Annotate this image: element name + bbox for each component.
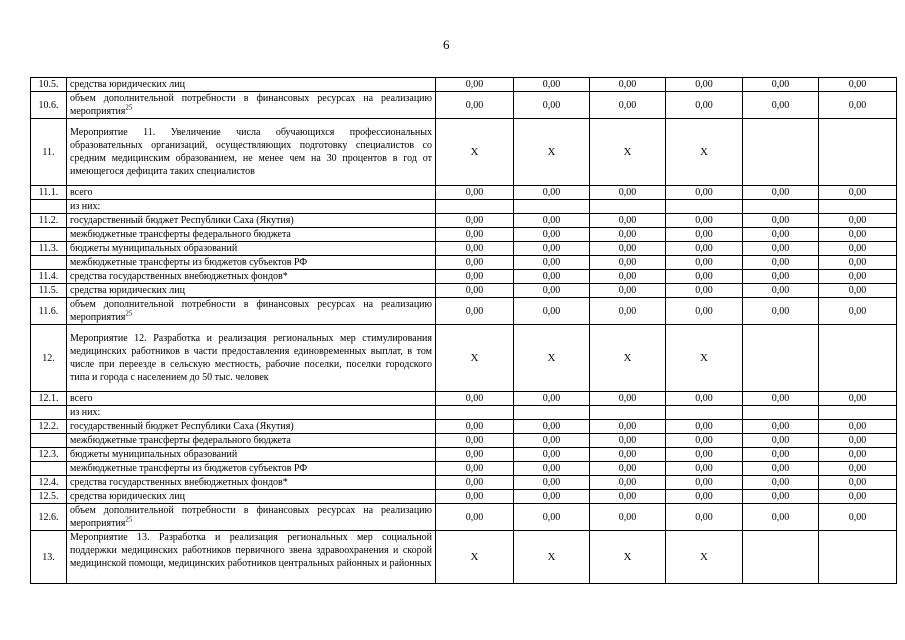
value-cell: 0,00 xyxy=(819,214,897,228)
value-cell: 0,00 xyxy=(590,78,666,92)
mark-cell: X xyxy=(666,531,743,584)
value-cell: 0,00 xyxy=(819,490,897,504)
value-cell: 0,00 xyxy=(666,284,743,298)
value-cell: 0,00 xyxy=(743,214,819,228)
table-row xyxy=(31,186,897,200)
value-cell: 0,00 xyxy=(436,504,514,531)
value-cell: 0,00 xyxy=(666,434,743,448)
mark-cell xyxy=(819,325,897,392)
value-cell xyxy=(819,200,897,214)
row-label: межбюджетные трансферты из бюджетов субъектов РФ xyxy=(67,256,436,270)
value-cell: 0,00 xyxy=(743,284,819,298)
table-row xyxy=(31,462,897,476)
page-number: 6 xyxy=(443,37,450,52)
row-label: всего xyxy=(67,392,436,406)
value-cell: 0,00 xyxy=(436,284,514,298)
value-cell: 0,00 xyxy=(819,298,897,325)
value-cell: 0,00 xyxy=(743,92,819,119)
value-cell: 0,00 xyxy=(436,186,514,200)
table-row xyxy=(31,270,897,284)
row-number: 11.1. xyxy=(31,186,67,200)
value-cell: 0,00 xyxy=(514,78,590,92)
value-cell: 0,00 xyxy=(743,420,819,434)
value-cell: 0,00 xyxy=(819,242,897,256)
value-cell: 0,00 xyxy=(666,242,743,256)
value-cell: 0,00 xyxy=(743,228,819,242)
value-cell: 0,00 xyxy=(590,420,666,434)
mark-cell xyxy=(743,325,819,392)
value-cell: 0,00 xyxy=(436,214,514,228)
value-cell: 0,00 xyxy=(590,228,666,242)
value-cell: 0,00 xyxy=(819,270,897,284)
value-cell: 0,00 xyxy=(743,392,819,406)
row-number: 12.4. xyxy=(31,476,67,490)
row-label: Мероприятие 12. Разработка и реализация региональных мер стимулирования медицинских работников в части предоставления единовременных выплат, в том числе при переезде в сельскую местность, рабочие поселки, поселки городского типа и города с населением до 50 тыс. человек xyxy=(67,325,436,392)
mark-cell: X xyxy=(436,325,514,392)
table-row xyxy=(31,256,897,270)
mark-cell: X xyxy=(590,531,666,584)
row-label: из них: xyxy=(67,200,436,214)
mark-cell: X xyxy=(590,325,666,392)
value-cell: 0,00 xyxy=(743,78,819,92)
value-cell: 0,00 xyxy=(514,504,590,531)
value-cell: 0,00 xyxy=(819,448,897,462)
value-cell: 0,00 xyxy=(743,504,819,531)
value-cell: 0,00 xyxy=(436,476,514,490)
value-cell: 0,00 xyxy=(436,242,514,256)
value-cell: 0,00 xyxy=(514,420,590,434)
value-cell xyxy=(666,406,743,420)
row-number: 11.3. xyxy=(31,242,67,256)
value-cell: 0,00 xyxy=(436,490,514,504)
value-cell: 0,00 xyxy=(514,186,590,200)
table-row xyxy=(31,228,897,242)
mark-cell: X xyxy=(436,531,514,584)
value-cell: 0,00 xyxy=(819,504,897,531)
value-cell: 0,00 xyxy=(590,284,666,298)
value-cell: 0,00 xyxy=(590,392,666,406)
row-number: 11. xyxy=(31,119,67,186)
value-cell: 0,00 xyxy=(743,256,819,270)
value-cell: 0,00 xyxy=(666,476,743,490)
value-cell: 0,00 xyxy=(666,78,743,92)
value-cell: 0,00 xyxy=(514,270,590,284)
value-cell: 0,00 xyxy=(666,186,743,200)
value-cell: 0,00 xyxy=(436,228,514,242)
mark-cell: X xyxy=(436,119,514,186)
row-number: 12.1. xyxy=(31,392,67,406)
value-cell: 0,00 xyxy=(819,92,897,119)
footnote-ref: 25 xyxy=(125,515,133,524)
value-cell: 0,00 xyxy=(819,78,897,92)
value-cell: 0,00 xyxy=(514,298,590,325)
value-cell: 0,00 xyxy=(436,392,514,406)
value-cell xyxy=(590,406,666,420)
row-label: бюджеты муниципальных образований xyxy=(67,448,436,462)
value-cell: 0,00 xyxy=(514,92,590,119)
value-cell: 0,00 xyxy=(514,392,590,406)
value-cell: 0,00 xyxy=(436,256,514,270)
row-label: Мероприятие 13. Разработка и реализация региональных мер социальной поддержки медицинских работников первичного звена здравоохранения и скорой медицинской помощи, медицинских работников центральных районных и районных xyxy=(67,531,436,584)
row-label: межбюджетные трансферты из бюджетов субъектов РФ xyxy=(67,462,436,476)
value-cell: 0,00 xyxy=(666,462,743,476)
value-cell: 0,00 xyxy=(590,448,666,462)
table-row xyxy=(31,504,897,531)
row-label: средства юридических лиц xyxy=(67,284,436,298)
footnote-ref: 25 xyxy=(125,103,133,112)
value-cell xyxy=(514,200,590,214)
mark-cell: X xyxy=(514,531,590,584)
value-cell: 0,00 xyxy=(514,462,590,476)
value-cell: 0,00 xyxy=(514,242,590,256)
mark-cell xyxy=(819,119,897,186)
value-cell: 0,00 xyxy=(590,462,666,476)
row-number: 13. xyxy=(31,531,67,584)
value-cell: 0,00 xyxy=(590,504,666,531)
row-number: 12.6. xyxy=(31,504,67,531)
mark-cell: X xyxy=(514,119,590,186)
row-number xyxy=(31,256,67,270)
row-number: 12.5. xyxy=(31,490,67,504)
row-label: межбюджетные трансферты федерального бюджета xyxy=(67,434,436,448)
value-cell: 0,00 xyxy=(819,392,897,406)
value-cell: 0,00 xyxy=(436,298,514,325)
value-cell: 0,00 xyxy=(514,448,590,462)
value-cell: 0,00 xyxy=(743,462,819,476)
value-cell: 0,00 xyxy=(590,214,666,228)
value-cell: 0,00 xyxy=(819,228,897,242)
value-cell: 0,00 xyxy=(743,448,819,462)
footnote-ref: 25 xyxy=(125,309,133,318)
mark-cell: X xyxy=(666,119,743,186)
value-cell: 0,00 xyxy=(514,284,590,298)
table-row xyxy=(31,531,897,584)
value-cell: 0,00 xyxy=(666,504,743,531)
value-cell: 0,00 xyxy=(514,228,590,242)
value-cell: 0,00 xyxy=(819,256,897,270)
row-number: 10.5. xyxy=(31,78,67,92)
value-cell xyxy=(743,200,819,214)
value-cell xyxy=(436,200,514,214)
value-cell: 0,00 xyxy=(590,298,666,325)
row-label: средства государственных внебюджетных фондов* xyxy=(67,476,436,490)
table-row xyxy=(31,325,897,392)
row-number: 10.6. xyxy=(31,92,67,119)
table-row xyxy=(31,284,897,298)
row-label: государственный бюджет Республики Саха (Якутия) xyxy=(67,420,436,434)
value-cell: 0,00 xyxy=(436,270,514,284)
value-cell: 0,00 xyxy=(514,476,590,490)
table-row xyxy=(31,200,897,214)
value-cell: 0,00 xyxy=(590,434,666,448)
row-number xyxy=(31,406,67,420)
table-row xyxy=(31,242,897,256)
value-cell: 0,00 xyxy=(743,270,819,284)
row-number: 11.6. xyxy=(31,298,67,325)
value-cell: 0,00 xyxy=(590,476,666,490)
value-cell: 0,00 xyxy=(590,242,666,256)
mark-cell xyxy=(743,531,819,584)
mark-cell: X xyxy=(666,325,743,392)
row-label: объем дополнительной потребности в финансовых ресурсах на реализацию мероприятия$^{25}$ xyxy=(67,298,436,325)
value-cell: 0,00 xyxy=(436,78,514,92)
value-cell: 0,00 xyxy=(666,228,743,242)
value-cell: 0,00 xyxy=(819,462,897,476)
row-label: из них: xyxy=(67,406,436,420)
table-row xyxy=(31,214,897,228)
value-cell xyxy=(590,200,666,214)
row-label: средства юридических лиц xyxy=(67,490,436,504)
value-cell: 0,00 xyxy=(666,256,743,270)
value-cell: 0,00 xyxy=(666,448,743,462)
row-label: государственный бюджет Республики Саха (Якутия) xyxy=(67,214,436,228)
row-number xyxy=(31,200,67,214)
table-row xyxy=(31,406,897,420)
value-cell: 0,00 xyxy=(819,434,897,448)
value-cell xyxy=(743,406,819,420)
mark-cell: X xyxy=(590,119,666,186)
mark-cell xyxy=(819,531,897,584)
table-row xyxy=(31,434,897,448)
mark-cell: X xyxy=(514,325,590,392)
value-cell: 0,00 xyxy=(666,392,743,406)
row-number: 12.2. xyxy=(31,420,67,434)
row-number xyxy=(31,434,67,448)
table-row xyxy=(31,119,897,186)
value-cell: 0,00 xyxy=(743,298,819,325)
value-cell: 0,00 xyxy=(819,476,897,490)
value-cell: 0,00 xyxy=(666,490,743,504)
value-cell: 0,00 xyxy=(436,448,514,462)
value-cell: 0,00 xyxy=(743,242,819,256)
table-row xyxy=(31,298,897,325)
table-row xyxy=(31,78,897,92)
value-cell xyxy=(514,406,590,420)
value-cell: 0,00 xyxy=(666,92,743,119)
value-cell: 0,00 xyxy=(666,270,743,284)
value-cell: 0,00 xyxy=(590,270,666,284)
row-label: средства юридических лиц xyxy=(67,78,436,92)
value-cell xyxy=(666,200,743,214)
value-cell: 0,00 xyxy=(819,420,897,434)
value-cell: 0,00 xyxy=(743,186,819,200)
value-cell: 0,00 xyxy=(590,490,666,504)
row-number: 11.4. xyxy=(31,270,67,284)
value-cell: 0,00 xyxy=(590,186,666,200)
row-label: объем дополнительной потребности в финансовых ресурсах на реализацию мероприятия$^{25}$ xyxy=(67,504,436,531)
row-number: 11.2. xyxy=(31,214,67,228)
value-cell: 0,00 xyxy=(590,256,666,270)
value-cell: 0,00 xyxy=(666,214,743,228)
value-cell: 0,00 xyxy=(436,420,514,434)
value-cell: 0,00 xyxy=(590,92,666,119)
row-number xyxy=(31,462,67,476)
table-row xyxy=(31,490,897,504)
row-number: 11.5. xyxy=(31,284,67,298)
row-label: объем дополнительной потребности в финансовых ресурсах на реализацию мероприятия$^{25}$ xyxy=(67,92,436,119)
row-number xyxy=(31,228,67,242)
value-cell: 0,00 xyxy=(743,476,819,490)
value-cell: 0,00 xyxy=(436,92,514,119)
value-cell: 0,00 xyxy=(436,434,514,448)
row-label: средства государственных внебюджетных фондов* xyxy=(67,270,436,284)
value-cell: 0,00 xyxy=(514,434,590,448)
value-cell xyxy=(819,406,897,420)
table-row xyxy=(31,476,897,490)
value-cell: 0,00 xyxy=(743,434,819,448)
value-cell: 0,00 xyxy=(436,462,514,476)
value-cell: 0,00 xyxy=(666,420,743,434)
value-cell xyxy=(436,406,514,420)
value-cell: 0,00 xyxy=(514,256,590,270)
row-number: 12.3. xyxy=(31,448,67,462)
row-number: 12. xyxy=(31,325,67,392)
table-row xyxy=(31,92,897,119)
row-label: межбюджетные трансферты федерального бюджета xyxy=(67,228,436,242)
value-cell: 0,00 xyxy=(514,490,590,504)
value-cell: 0,00 xyxy=(819,186,897,200)
value-cell: 0,00 xyxy=(819,284,897,298)
value-cell: 0,00 xyxy=(514,214,590,228)
row-label: бюджеты муниципальных образований xyxy=(67,242,436,256)
table-row xyxy=(31,392,897,406)
mark-cell xyxy=(743,119,819,186)
table-row xyxy=(31,420,897,434)
value-cell: 0,00 xyxy=(743,490,819,504)
table-row xyxy=(31,448,897,462)
row-label: всего xyxy=(67,186,436,200)
value-cell: 0,00 xyxy=(666,298,743,325)
budget-table xyxy=(30,77,897,584)
row-label: Мероприятие 11. Увеличение числа обучающихся профессиональных образовательных организаций, осуществляющих подготовку специалистов со средним медицинским образованием, не менее чем на 30 процентов в год от имеющегося дефицита таких специалистов xyxy=(67,119,436,186)
